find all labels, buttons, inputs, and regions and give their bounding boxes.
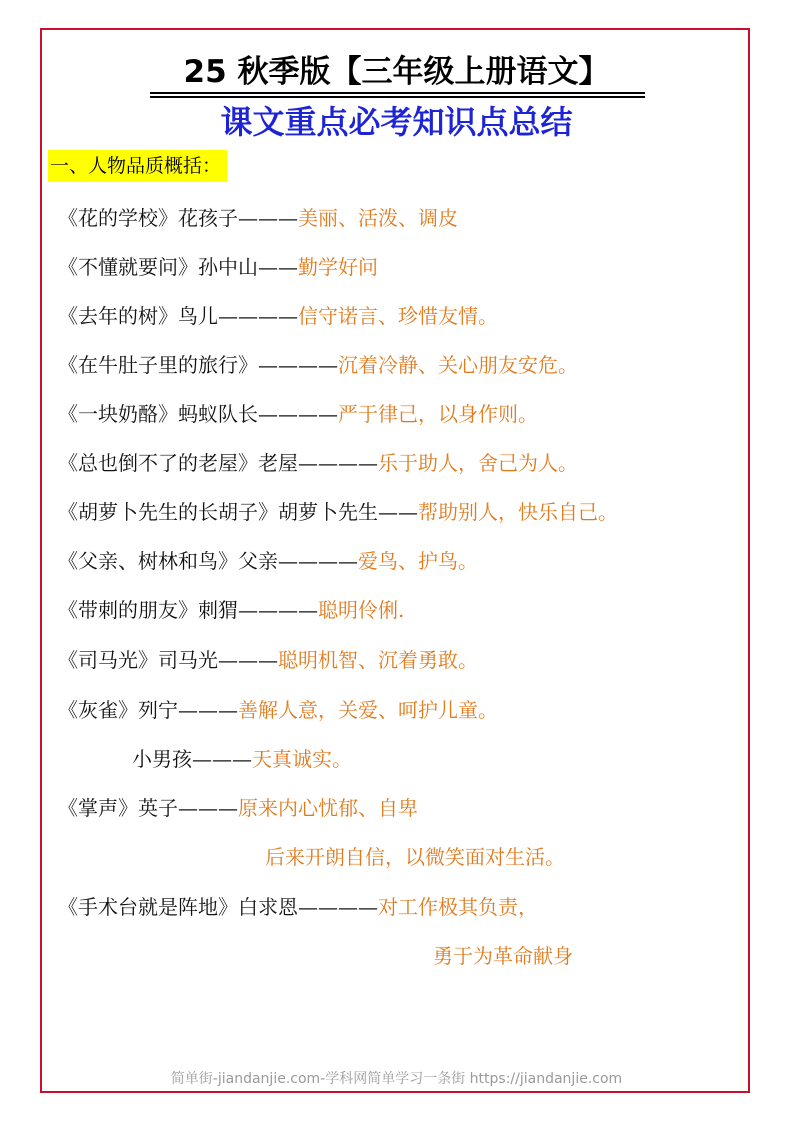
- entry-quality: 对工作极其负责，: [378, 895, 538, 919]
- entry-row: [132, 744, 352, 774]
- entry-row: [58, 448, 578, 478]
- entry-subject: 《灰雀》列宁———: [58, 698, 238, 722]
- entry-quality: 勇于为革命献身: [433, 944, 573, 968]
- entry-subject: 《在牛肚子里的旅行》————: [58, 353, 338, 377]
- title-underline-second: [150, 96, 645, 98]
- entry-subject: 《去年的树》鸟儿————: [58, 304, 298, 328]
- entry-row: [58, 350, 578, 380]
- entry-subject: 《总也倒不了的老屋》老屋————: [58, 451, 378, 475]
- title-underline: [150, 92, 645, 94]
- page-subtitle: 课文重点必考知识点总结: [220, 103, 573, 141]
- entry-row: [58, 892, 538, 922]
- entry-row: [58, 595, 404, 625]
- entry-subject: 《胡萝卜先生的长胡子》胡萝卜先生——: [58, 500, 418, 524]
- entry-subject: 《手术台就是阵地》白求恩————: [58, 895, 378, 919]
- entry-quality: 爱鸟、护鸟。: [358, 549, 478, 573]
- entry-subject: 《掌声》英子———: [58, 796, 238, 820]
- entry-row: [58, 399, 538, 429]
- entry-row: [58, 645, 478, 675]
- entry-quality: 勤学好问: [298, 255, 378, 279]
- entry-row: [58, 546, 478, 576]
- entry-subject: 《不懂就要问》孙中山——: [58, 255, 298, 279]
- entry-quality: 聪明机智、沉着勇敢。: [278, 648, 478, 672]
- entry-subject: 《司马光》司马光———: [58, 648, 278, 672]
- section-heading: 一、人物品质概括：: [48, 150, 227, 182]
- entry-quality: 聪明伶俐.: [318, 598, 405, 622]
- entry-row: [58, 497, 618, 527]
- entry-row: [58, 301, 498, 331]
- entry-quality: 后来开朗自信，以微笑面对生活。: [265, 845, 565, 869]
- entry-row: [58, 695, 498, 725]
- entry-row: [58, 252, 378, 282]
- entry-subject: 小男孩———: [132, 747, 252, 771]
- entry-quality: 原来内心忧郁、自卑: [238, 796, 418, 820]
- entry-row: [58, 203, 458, 233]
- entry-subject: 《父亲、树林和鸟》父亲————: [58, 549, 358, 573]
- entry-row: [433, 941, 573, 971]
- entry-quality: 信守诺言、珍惜友情。: [298, 304, 498, 328]
- entry-subject: 《花的学校》花孩子———: [58, 206, 298, 230]
- entry-quality: 严于律己，以身作则。: [338, 402, 538, 426]
- entry-quality: 美丽、活泼、调皮: [298, 206, 458, 230]
- entry-row: [265, 842, 565, 872]
- entry-row: [58, 793, 418, 823]
- entry-subject: 《一块奶酪》蚂蚁队长————: [58, 402, 338, 426]
- entry-quality: 乐于助人，舍己为人。: [378, 451, 578, 475]
- entry-quality: 沉着冷静、关心朋友安危。: [338, 353, 578, 377]
- entry-quality: 帮助别人，快乐自己。: [418, 500, 618, 524]
- entry-subject: 《带刺的朋友》刺猬————: [58, 598, 318, 622]
- footer-watermark: 简单街-jiandanjie.com-学科网简单学习一条街 https://jiandanjie.com: [170, 1071, 623, 1087]
- entry-quality: 天真诚实。: [252, 747, 352, 771]
- entry-quality: 善解人意，关爱、呵护儿童。: [238, 698, 498, 722]
- page-title: 25 秋季版【三年级上册语文】: [183, 54, 610, 90]
